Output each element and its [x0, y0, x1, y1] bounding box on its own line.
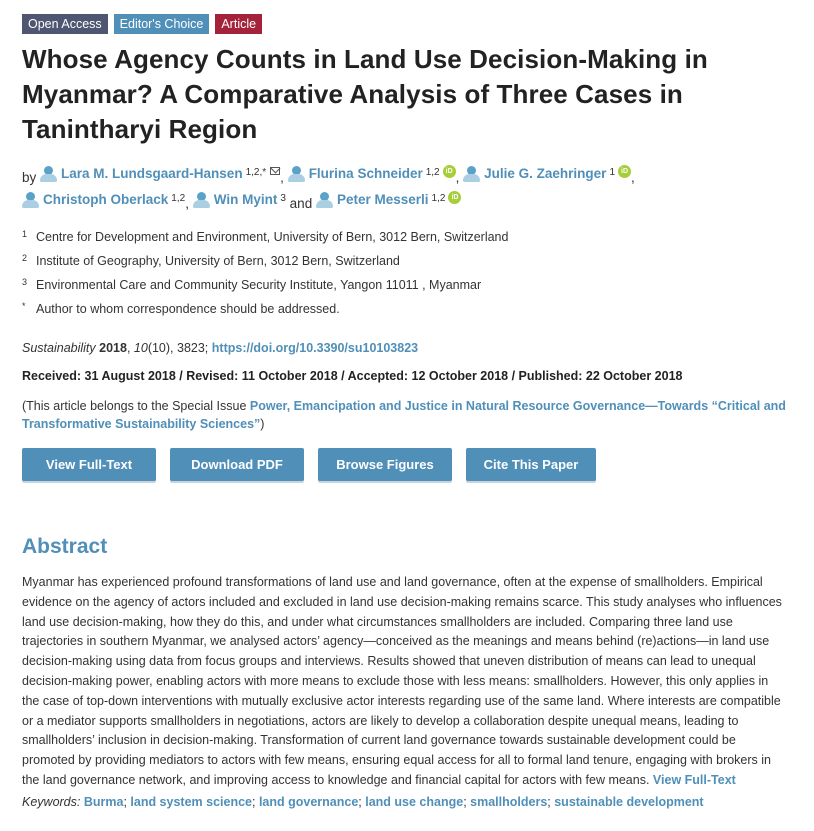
affiliation-text: Environmental Care and Community Security Institute, Yangon 11011 , Myanmar [36, 278, 482, 292]
orcid-icon[interactable]: iD [443, 165, 456, 178]
affiliations [22, 229, 792, 325]
article-title: Whose Agency Counts in Land Use Decision-Making in Myanmar? A Comparative Analysis of Three Cases in Tanintharyi Region [22, 44, 708, 144]
author-affil-sup: 1,2 [425, 167, 440, 178]
keywords-line: Keywords: Burma; land system science; land governance; land use change; smallholders; sustainable development [22, 794, 704, 809]
doi-link[interactable]: https://doi.org/10.3390/su10103823 [211, 341, 419, 355]
keyword-link[interactable]: land governance [258, 794, 359, 809]
author-profile-icon [22, 192, 39, 208]
citation-year: 2018 [99, 341, 127, 355]
citation-volume: 10 [133, 341, 148, 355]
affiliation-item [22, 253, 792, 277]
author-profile-icon [193, 192, 210, 208]
by-label: by [22, 170, 37, 185]
affiliation-number: 3 [22, 277, 28, 287]
author-affil-sup: 1,2,* [245, 167, 267, 178]
and-label: and [289, 196, 313, 211]
affiliation-number: * [22, 301, 26, 311]
author-name[interactable]: Christoph Oberlack [43, 192, 169, 207]
action-buttons [22, 448, 792, 481]
keyword-link[interactable]: Burma [83, 794, 124, 809]
affiliation-item [22, 277, 792, 301]
abstract-body [22, 573, 782, 791]
author-name[interactable]: Julie G. Zaehringer [484, 166, 607, 181]
author-name[interactable]: Win Myint [213, 192, 278, 207]
view-full-text-button[interactable]: View Full-Text [22, 448, 156, 481]
author-name[interactable]: Flurina Schneider [308, 166, 423, 181]
browse-figures-button[interactable]: Browse Figures [318, 448, 452, 481]
special-issue-link[interactable]: Power, Emancipation and Justice in Natural Resource Governance—Towards “Critical and Transformative Sustainability Sciences” [22, 399, 786, 431]
publication-dates: Received: 31 August 2018 / Revised: 11 October 2018 / Accepted: 12 October 2018 / Published: 22 October 2018 [22, 369, 683, 383]
special-issue-prefix: (This article belongs to the Special Issue [22, 399, 250, 413]
author-affil-sup: 1,2 [431, 193, 446, 204]
special-issue-suffix: ) [260, 417, 265, 431]
email-icon[interactable] [270, 167, 280, 175]
keywords-label: Keywords: [22, 794, 81, 809]
keyword-link[interactable]: sustainable development [554, 794, 704, 809]
abstract-heading: Abstract [22, 535, 108, 558]
affiliation-item [22, 301, 792, 325]
author-zaehringer[interactable] [463, 163, 631, 185]
author-myint[interactable] [193, 189, 286, 211]
affiliation-number: 1 [22, 229, 28, 239]
download-pdf-button[interactable]: Download PDF [170, 448, 304, 481]
author-oberlack[interactable] [22, 189, 185, 211]
keyword-link[interactable]: land system science [130, 794, 252, 809]
badge-row [22, 14, 792, 34]
author-lundsgaard-hansen[interactable] [40, 163, 280, 185]
author-affil-sup: 1,2 [171, 193, 186, 204]
cite-paper-button[interactable]: Cite This Paper [466, 448, 596, 481]
article-type-badge: Article [215, 14, 262, 34]
author-profile-icon [40, 166, 57, 182]
affiliation-text: Institute of Geography, University of Bern, 3012 Bern, Switzerland [36, 254, 400, 268]
keyword-link[interactable]: land use change [365, 794, 464, 809]
special-issue-note [22, 397, 792, 433]
author-schneider[interactable] [288, 163, 456, 185]
author-affil-sup: 3 [280, 193, 286, 204]
affiliation-number: 2 [22, 253, 28, 263]
abstract-text: Myanmar has experienced profound transformations of land use and land governance, often at the expense of smallholders. Empirical evidence on the agency of actors included and excluded in land use decision-making remains scarce. This study analyses who influences land use decision-making, how they do this, and under what circumstances smallholders are included. Comparing three land use trajectories in southern Myanmar, we analysed actors’ agency—conceived as the meanings and means behind (re)actions—in land use decision-making using data from focus groups and interviews. Results showed that uneven distribution of means can lead to unequal decision-making power, enabling actors with more means to exclude those with less means: smallholders. However, this only applies in the case of top-down interventions with mutually exclusive actor interests regarding use of the same land. Where interests are compatible or a mediator supports smallholders in negotiations, actors are likely to develop a collaboration despite unequal means, leading to smallholders’ inclusion in decision-making. Transformation of current land governance towards sustainable development could be promoted by providing mediators to actors with few means, ensuring equal access for all to formal land tenure, engaging with brokers in the land governance network, and improving access to knowledge and financial capital for actors with few means. [22, 575, 782, 787]
author-name[interactable]: Peter Messerli [336, 192, 429, 207]
author-list: by Lara M. Lundsgaard-Hansen $^{1,2,*}$ , Flurina Schneider $^{1,2}$ iD , Julie G. Zaehringer $^1$ iD , Christoph Oberlack $^{1,2}$ , Win Myint $^3$ and Peter Messerli $^{1,2}$ iD [22, 163, 792, 215]
author-profile-icon [463, 166, 480, 182]
affiliation-text: Centre for Development and Environment, University of Bern, 3012 Bern, Switzerland [36, 230, 509, 244]
citation-issue-pages: (10), 3823; [147, 341, 209, 355]
author-affil-sup: 1 [609, 167, 616, 178]
author-profile-icon [316, 192, 333, 208]
journal-name: Sustainability [22, 341, 96, 355]
author-profile-icon [288, 166, 305, 182]
citation-line: Sustainability 2018, 10(10), 3823; https://doi.org/10.3390/su10103823 [22, 341, 419, 355]
affiliation-text: Author to whom correspondence should be addressed. [36, 302, 340, 316]
abstract-view-full-text-link[interactable]: View Full-Text [652, 772, 736, 787]
editors-choice-badge[interactable]: Editor's Choice [114, 14, 210, 34]
author-messerli[interactable] [316, 189, 461, 211]
author-name[interactable]: Lara M. Lundsgaard-Hansen [61, 166, 243, 181]
orcid-icon[interactable]: iD [618, 165, 631, 178]
open-access-badge[interactable]: Open Access [22, 14, 108, 34]
affiliation-item [22, 229, 792, 253]
keyword-link[interactable]: smallholders [470, 794, 548, 809]
orcid-icon[interactable]: iD [448, 191, 461, 204]
